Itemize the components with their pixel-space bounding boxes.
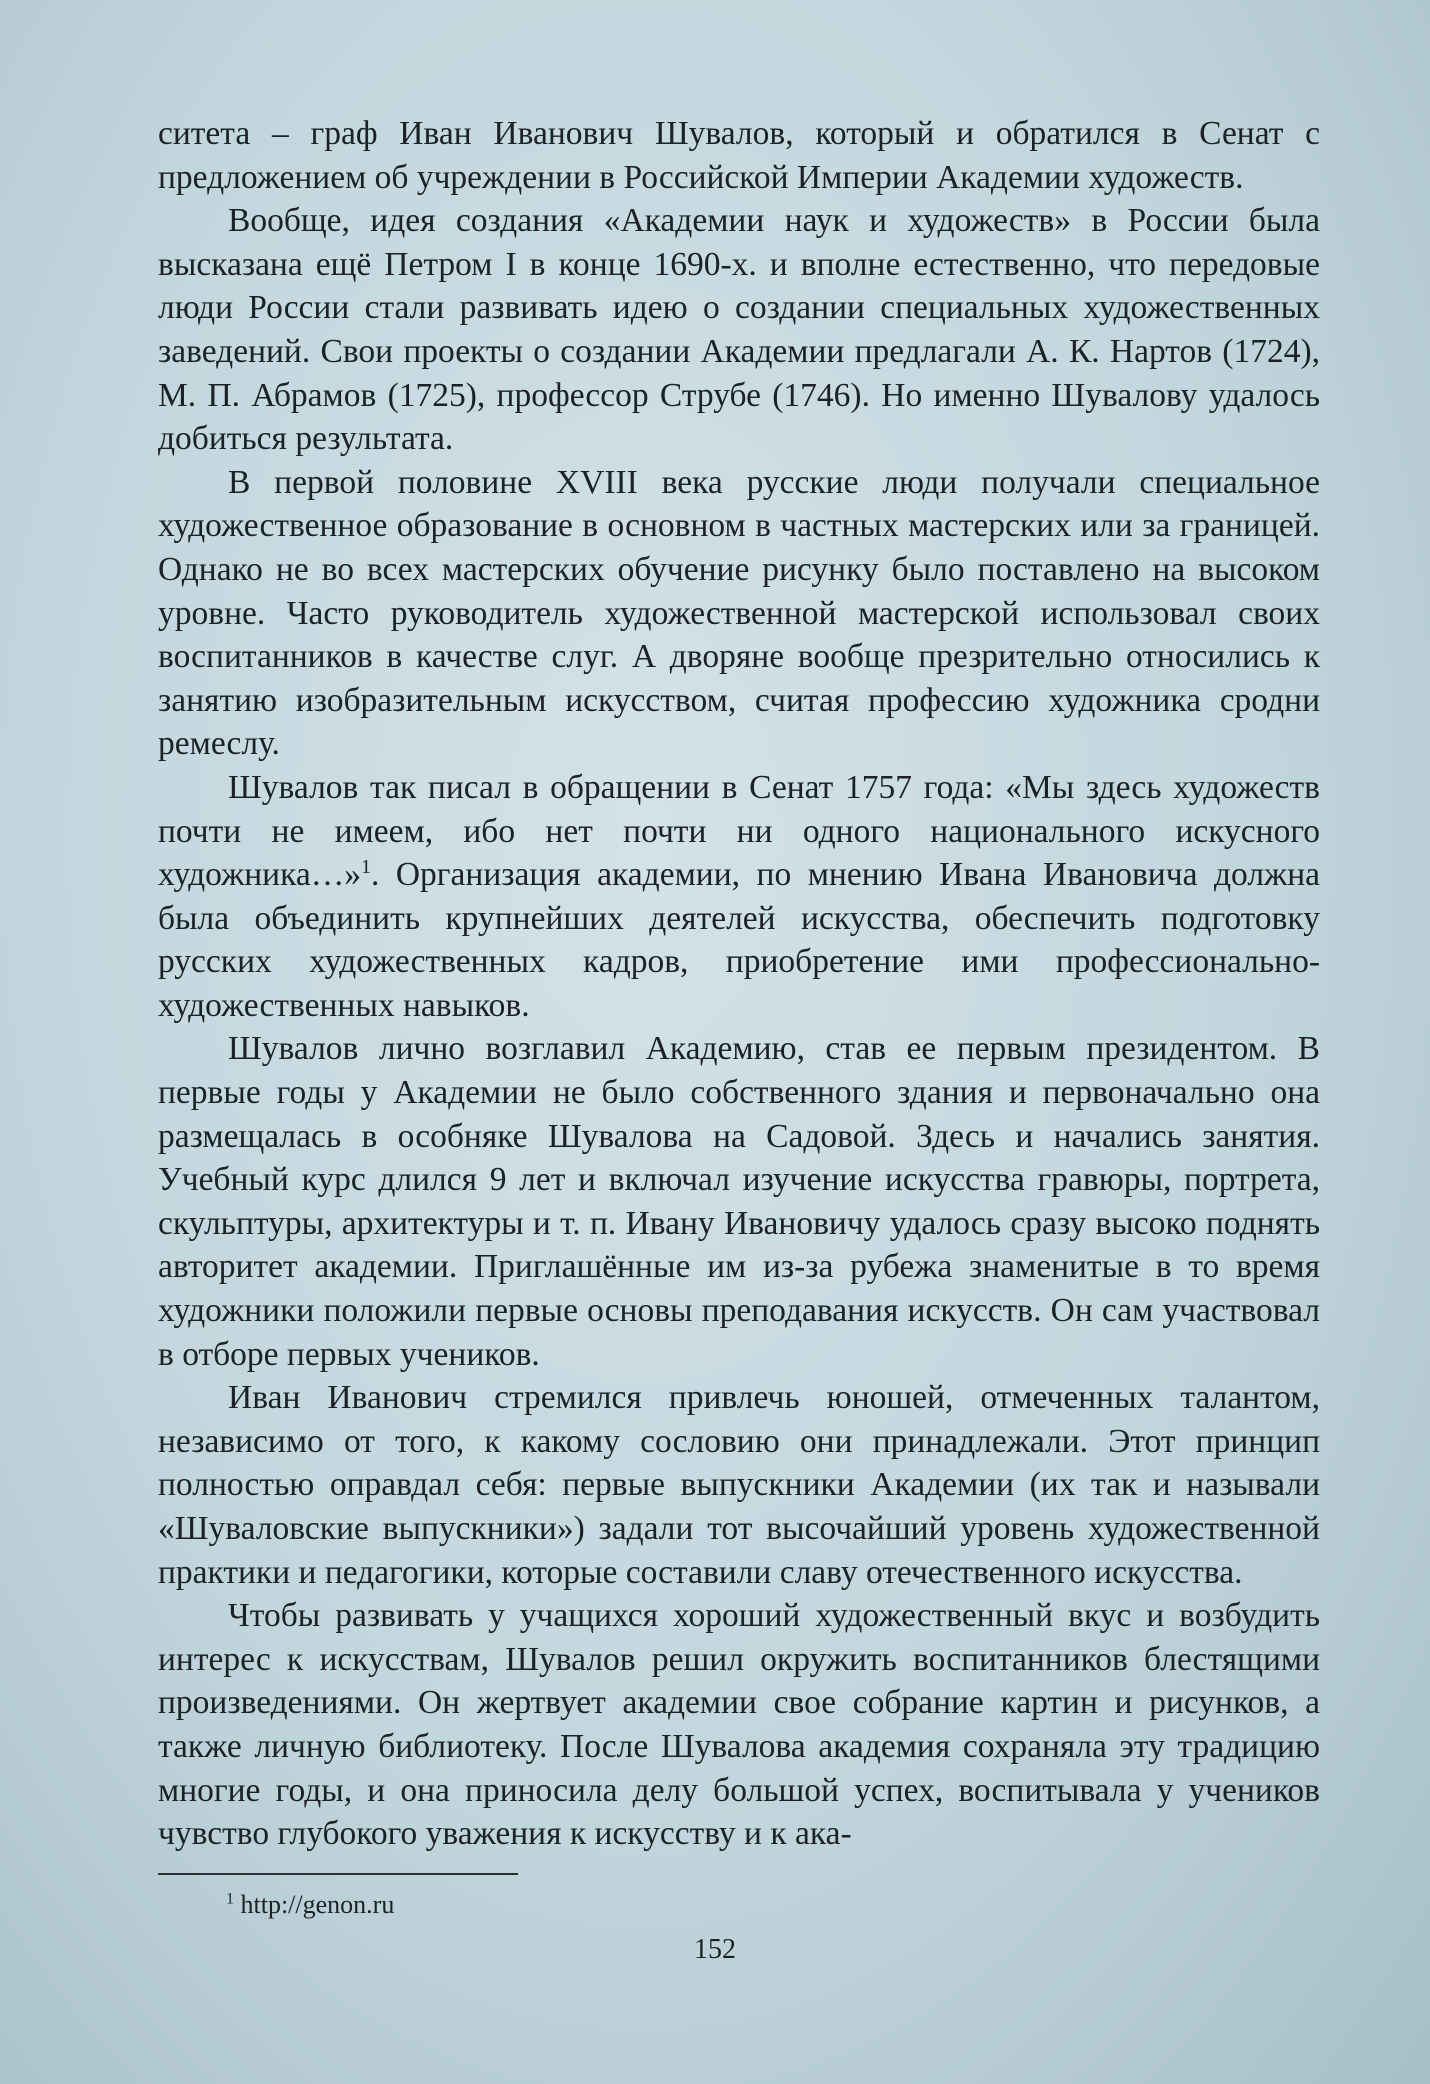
- footnote-text: http://genon.ru: [234, 1890, 395, 1919]
- footnote-marker: 1: [226, 1890, 234, 1908]
- footnote: [226, 1890, 394, 1920]
- paragraph-7: Чтобы развивать у учащихся хороший художественный вкус и возбудить интерес к искусствам, Шувалов решил окружить воспитанников блестящими произведениями. Он жертвует академии свое собрание картин и рисунков, а также личную библиотеку. После Шувалова академия сохраняла эту традицию многие годы, и она приносила делу большой успех, воспитывала у учеников чувство глубокого уважения к искусству и к ака-: [158, 1597, 1320, 1853]
- paragraph-4: [158, 766, 1320, 1028]
- paragraph-3: В первой половине XVIII века русские люди получали специальное художественное образование в основном в частных мастерских или за границей. Однако не во всех мастерских обучение рисунку было поставлено на высоком уровне. Часто руководитель художественной мастерской использовал своих воспитанников в качестве слуг. А дворяне вообще презрительно относились к занятию изобразительным искусством, считая профессию художника сродни ремеслу.: [158, 463, 1320, 763]
- footnote-reference: 1: [360, 855, 371, 878]
- body-text: [158, 112, 1320, 1856]
- paragraph-6: Иван Иванович стремился привлечь юношей, отмеченных талантом, независимо от того, к какому сословию они принадлежали. Этот принцип полностью оправдал себя: первые выпускники Академии (их так и называли «Шуваловские выпускники») задали тот высочайший уровень художественной практики и педагогики, которые составили славу отечественного искусства.: [158, 1379, 1320, 1591]
- footnote-divider: [158, 1873, 518, 1875]
- page-number: 152: [694, 1934, 736, 1965]
- paragraph-4-quote: Шувалов так писал в обращении в Сенат 1757 года: «Мы здесь художеств почти не имеем, ибо нет почти ни одного национального искусного художника…»: [158, 768, 1320, 894]
- paragraph-4-rest: . Организация академии, по мнению Ивана Ивановича должна была объединить крупнейших деятелей искусства, обеспечить подготовку русских художественных кадров, приобретение ими профессионально-художественных навыков.: [158, 856, 1320, 1024]
- paragraph-1: ситета – граф Иван Иванович Шувалов, который и обратился в Сенат с предложением об учреждении в Российской Империи Академии художеств.: [158, 115, 1320, 196]
- paragraph-2: Вообще, идея создания «Академии наук и художеств» в России была высказана ещё Петром I в конце 1690-х. и вполне естественно, что передовые люди России стали развивать идею о создании специальных художественных заведений. Свои проекты о создании Академии предлагали А. К. Нартов (1724), М. П. Абрамов (1725), профессор Струбе (1746). Но именно Шувалову удалось добиться результата.: [158, 202, 1320, 458]
- paragraph-5: Шувалов лично возглавил Академию, став ее первым президентом. В первые годы у Академии не было собственного здания и первоначально она размещалась в особняке Шувалова на Садовой. Здесь и начались занятия. Учебный курс длился 9 лет и включал изучение искусства гравюры, портрета, скульптуры, архитектуры и т. п. Ивану Ивановичу удалось сразу высоко поднять авторитет академии. Приглашённые им из-за рубежа знаменитые в то время художники положили первые основы преподавания искусств. Он сам участвовал в отборе первых учеников.: [158, 1030, 1320, 1373]
